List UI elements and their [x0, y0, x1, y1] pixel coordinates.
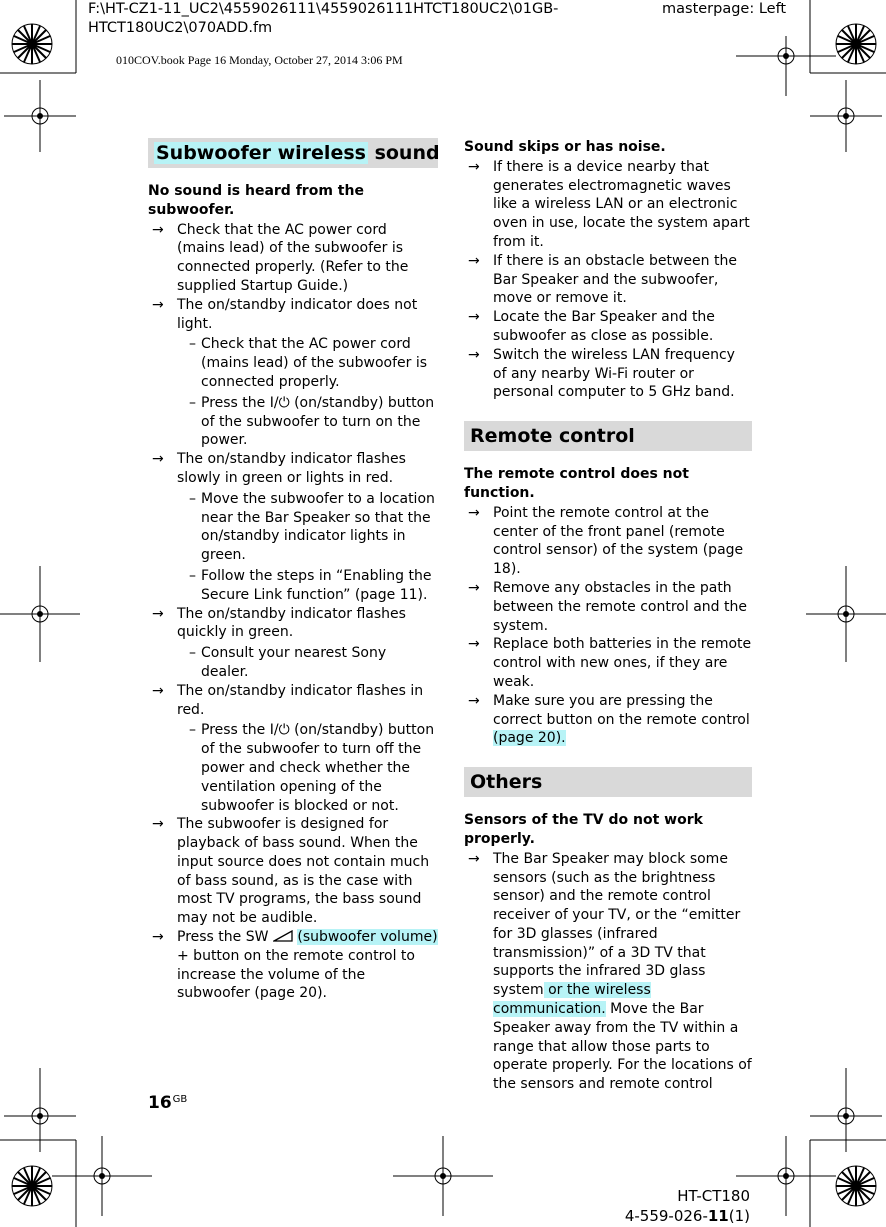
issue-remote-not-function: The remote control does not function. [464, 466, 689, 501]
list-item: → The subwoofer is designed for playback of bass sound. When the input source does not contain much of bass sound, as is the case with most TV programs, the bass sound may not be audible. [152, 816, 430, 927]
arrow-icon: → [468, 850, 480, 867]
model-block [625, 1186, 750, 1226]
list-item: → Replace both batteries in the remote control with new ones, if they are weak. [468, 636, 752, 690]
list-item: → If there is an obstacle between the Bar Speaker and the subwoofer, move or remove it. [468, 252, 737, 307]
sub-item: – Move the subwoofer to a location near the Bar Speaker so that the on/standby indicator lights in green. [189, 490, 435, 564]
heading-highlight: Subwoofer wireless [156, 142, 366, 164]
arrow-icon: → [468, 309, 480, 326]
book-info-line: 010COV.book Page 16 Monday, October 27, 2014 3:06 PM [116, 53, 403, 67]
list-item: → Make sure you are pressing the correct button on the remote control (page 20). [468, 692, 750, 747]
model-name: HT-CT180 [677, 1187, 750, 1205]
file-path: F:\HT-CZ1-11_UC2\4559026111\4559026111HTCT180UC2\01GB- HTCT180UC2\070ADD.fm [88, 1, 559, 36]
section-heading-subwoofer-wireless-sound [148, 138, 438, 168]
page-number: $16^{GB}$ [148, 1093, 188, 1113]
arrow-icon: → [468, 158, 480, 175]
issue-sound-skips: Sound skips or has noise. [464, 139, 666, 155]
sub-item: – Follow the steps in “Enabling the Secure Link function” (page 11). [189, 567, 432, 603]
sub-item: – Check that the AC power cord (mains lead) of the subwoofer is connected properly. [189, 336, 428, 390]
list-item: → Remove any obstacles in the path between the remote control and the system. [468, 579, 747, 634]
issue-tv-sensors: Sensors of the TV do not work properly. [464, 812, 703, 847]
arrow-icon: → [468, 692, 480, 709]
dash-icon: – [189, 336, 196, 353]
left-column [148, 138, 438, 1003]
list-item: → The on/standby indicator flashes slowly in green or lights in red. [152, 451, 406, 486]
section-heading-remote-control: Remote control [464, 421, 752, 451]
highlight-subwoofer-volume: (subwoofer volume) [297, 929, 438, 946]
arrow-icon: → [152, 816, 164, 833]
list-item: → The Bar Speaker may block some sensors (such as the brightness sensor) and the remote control receiver of your TV, or the “emitter for 3D glasses (infrared transmission)” of a 3D TV that supports the infrared 3D glass system or the wireless communication. Move the Bar Speaker away from the TV within a range that allow those parts to operate properly. For the locations of the sensors and remote control [468, 850, 752, 1093]
arrow-icon: → [152, 451, 164, 468]
dash-icon: – [189, 645, 196, 662]
arrow-icon: → [468, 579, 480, 596]
sub-item: – Press the I/⏻ (on/standby) button of the subwoofer to turn off the power and check whether the ventilation opening of the subwoofer is blocked or not. [189, 722, 435, 814]
subwoofer-volume-icon [273, 930, 293, 942]
arrow-icon: → [152, 296, 164, 313]
highlight-wireless-communication: or the wireless communication. [493, 982, 651, 1018]
sub-item: – Press the I/⏻ (on/standby) button of the subwoofer to turn on the power. [189, 394, 435, 449]
part-number: 4-559-026-11(1) [624, 1207, 750, 1225]
masterpage-label: masterpage: Left [662, 1, 787, 17]
right-column [464, 138, 752, 1094]
page-suffix: GB [172, 1094, 188, 1105]
list-item: → Point the remote control at the center of the front panel (remote control sensor) of the system (page 18). [468, 504, 744, 578]
issue-no-sound-subwoofer: No sound is heard from the subwoofer. [148, 183, 364, 218]
arrow-icon: → [152, 221, 164, 238]
dash-icon: – [189, 722, 196, 739]
dash-icon: – [189, 394, 196, 411]
arrow-icon: → [152, 929, 164, 946]
list-item: → If there is a device nearby that generates electromagnetic waves like a wireless LAN or an electronic oven in use, locate the system apart from it. [468, 158, 750, 250]
dash-icon: – [189, 490, 196, 507]
list-item: → Locate the Bar Speaker and the subwoofer as close as possible. [468, 309, 715, 344]
heading-rest: sound [367, 142, 440, 164]
arrow-icon: → [468, 346, 480, 363]
arrow-icon: → [468, 504, 480, 521]
arrow-icon: → [152, 682, 164, 699]
list-item: → Press the SW (subwoofer volume) + button on the remote control to increase the volume of the subwoofer (page 20). [152, 929, 438, 1002]
arrow-icon: → [152, 605, 164, 622]
list-item: → The on/standby indicator flashes quickly in green. [152, 605, 406, 641]
arrow-icon: → [468, 252, 480, 269]
sub-item: – Consult your nearest Sony dealer. [189, 645, 387, 680]
highlight-page-20: (page 20). [493, 730, 566, 747]
section-heading-others: Others [464, 767, 752, 797]
arrow-icon: → [468, 636, 480, 653]
dash-icon: – [189, 567, 196, 584]
list-item: → The on/standby indicator flashes in red. [152, 682, 424, 718]
list-item: → The on/standby indicator does not light. [152, 296, 418, 332]
list-item: → Check that the AC power cord (mains lead) of the subwoofer is connected properly. (Refer to the supplied Startup Guide.) [152, 221, 409, 294]
list-item: → Switch the wireless LAN frequency of any nearby Wi-Fi router or personal computer to 5 GHz band. [468, 346, 735, 401]
